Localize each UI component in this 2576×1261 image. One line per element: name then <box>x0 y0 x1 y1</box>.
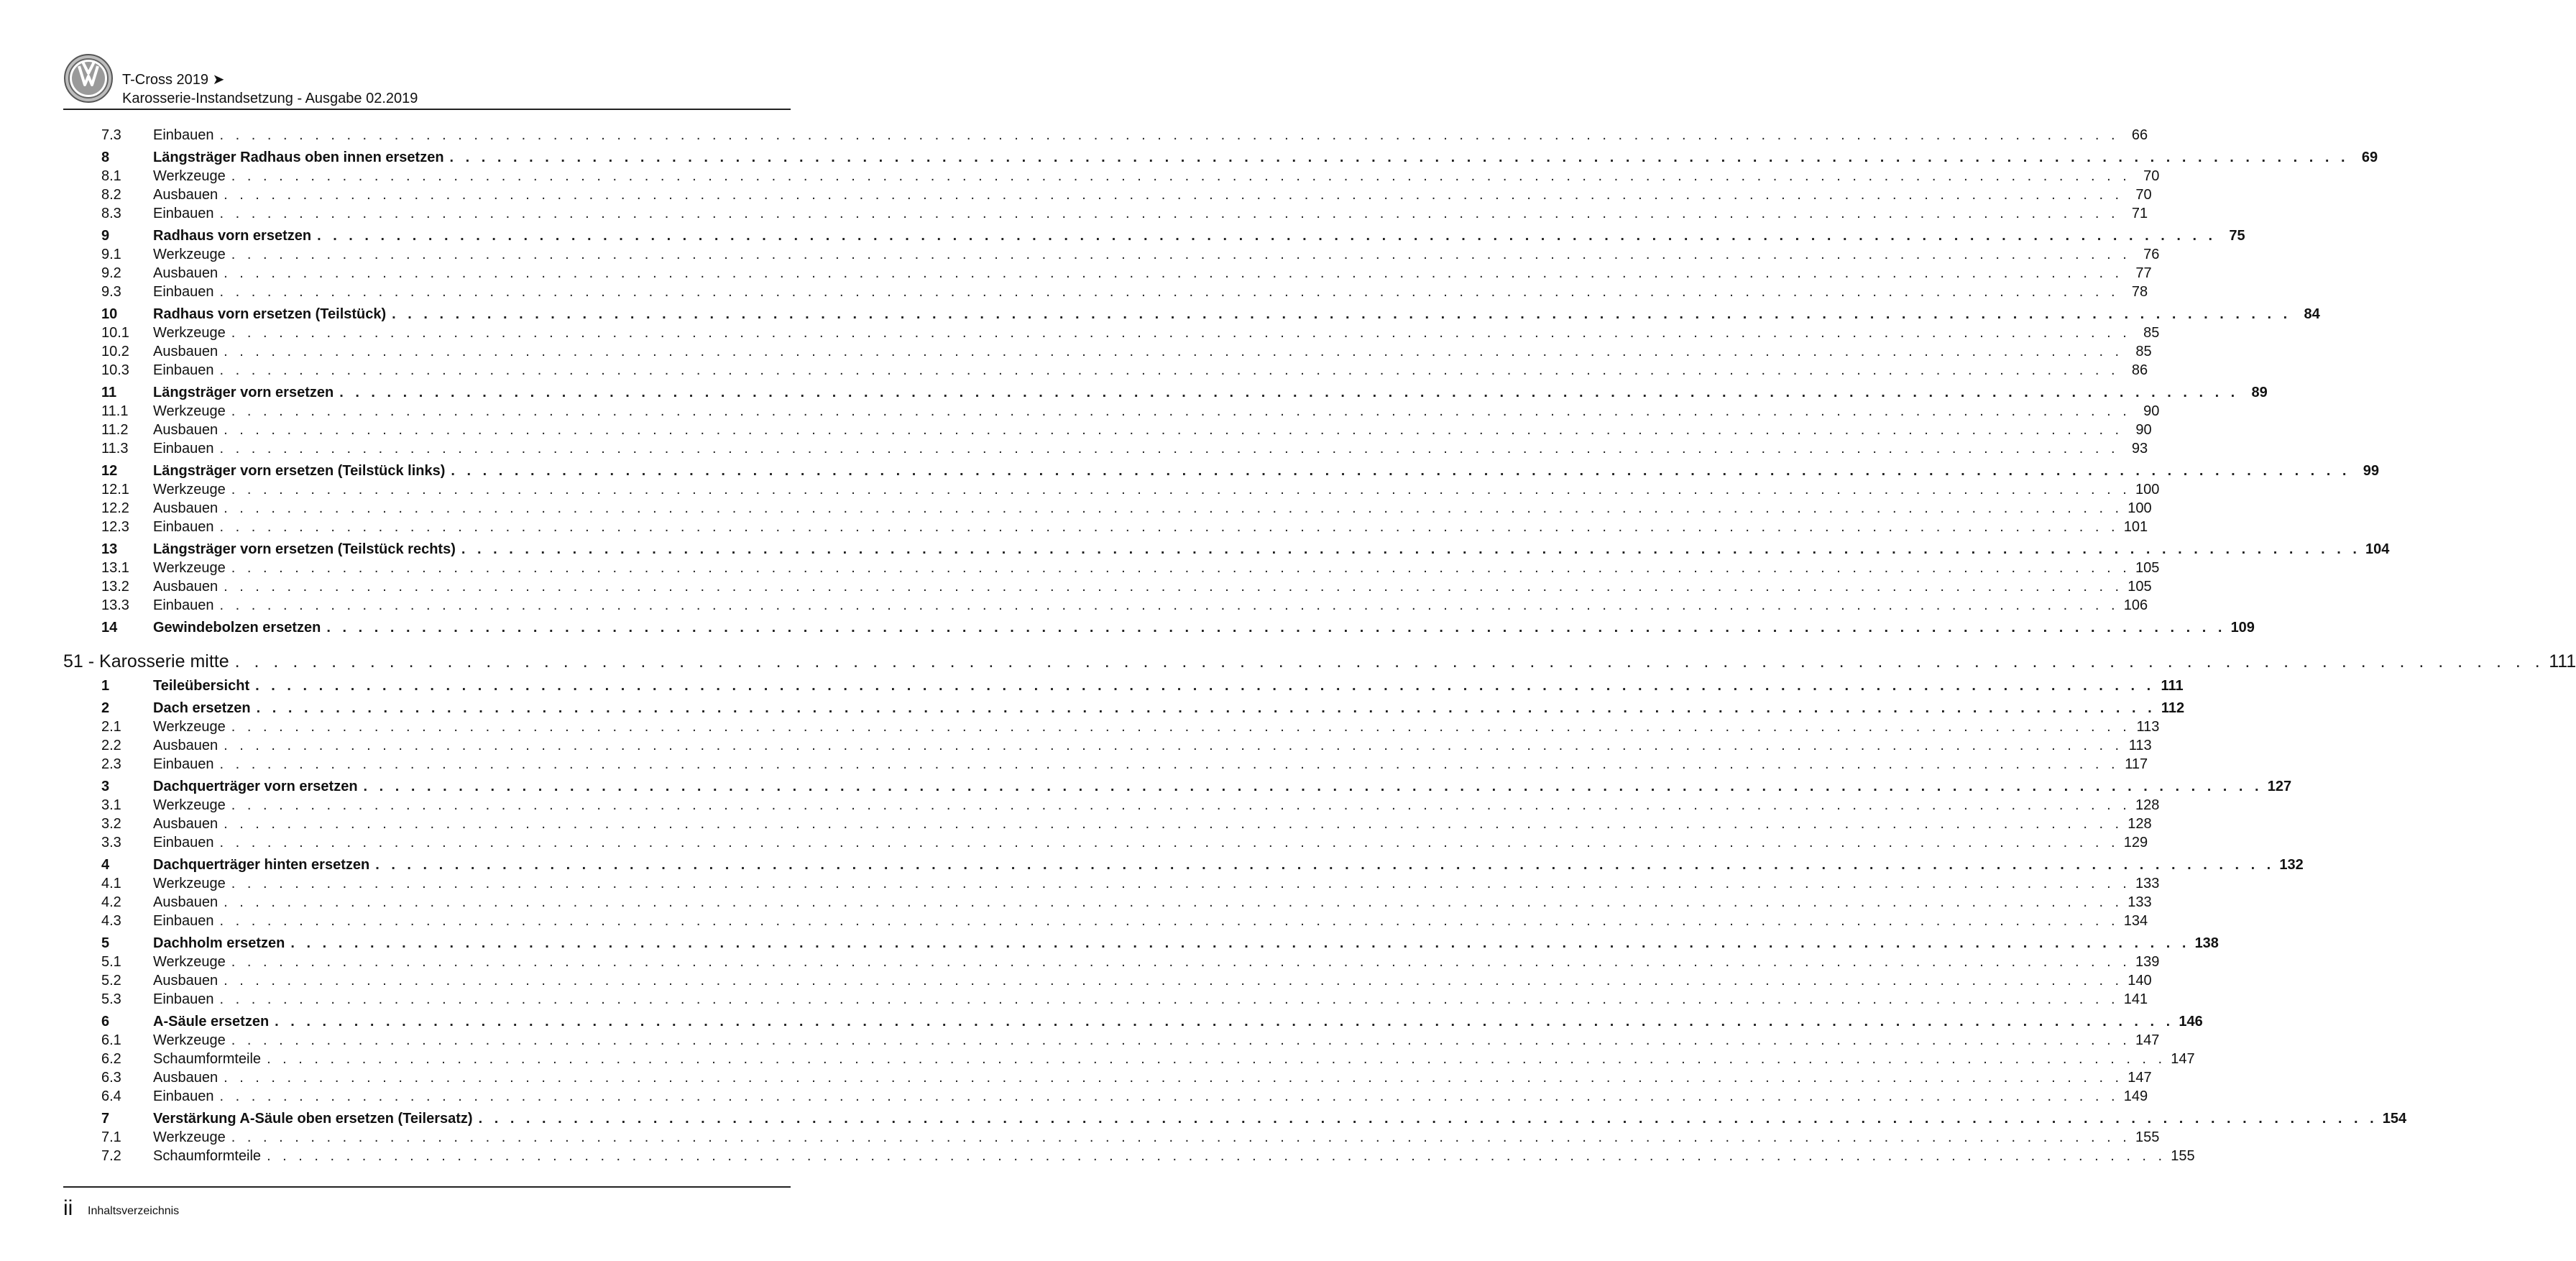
toc-entry-title: Gewindebolzen ersetzen <box>153 620 321 636</box>
toc-entry-title: Ausbauen <box>153 1070 218 1086</box>
toc-entry-page: 69 <box>2361 150 2378 165</box>
toc-entry-number: 5 <box>101 935 110 951</box>
toc-entry-number: 10 <box>101 306 118 322</box>
toc-entry-title: Werkzeuge <box>153 247 226 262</box>
toc-entry-page: 132 <box>2279 857 2304 873</box>
toc-dot-leader: . . . . . . . . . . . . . . . . . . . . . . . . . . . . . . . . . . . . . . . . . . . . . . . . . . . . . . . . . . . . . . . . . . . . . . . . . . . . . . . . . . . . . . . . . . . . . . . . . . . . . . . . . . . . . . . . . . . . . . . . <box>339 385 2239 400</box>
toc-dot-leader: . . . . . . . . . . . . . . . . . . . . . . . . . . . . . . . . . . . . . . . . . . . . . . . . . . . . . . . . . . . . . . . . . . . . . . . . . . . . . . . . . . . . . . . . . . . . . . . . . . . . . . . . . . . . . . . . . . . . . . . . <box>267 1051 2166 1067</box>
footer-rule <box>63 1186 791 1188</box>
toc-entry[interactable] <box>63 934 2219 953</box>
toc-entry[interactable] <box>63 990 2148 1009</box>
toc-entry-title: Werkzeuge <box>153 719 226 735</box>
toc-entry-title: Schaumformteile <box>153 1051 262 1067</box>
toc-entry-title: Längsträger vorn ersetzen (Teilstück links) <box>153 463 446 479</box>
toc-entry-number: 11.2 <box>101 422 129 438</box>
toc-dot-leader: . . . . . . . . . . . . . . . . . . . . . . . . . . . . . . . . . . . . . . . . . . . . . . . . . . . . . . . . . . . . . . . . . . . . . . . . . . . . . . . . . . . . . . . . . . . . . . . . . . . . . . . . . . . . . . . . . . . . . . . . <box>219 284 2120 300</box>
toc-entry-title: Ausbauen <box>153 422 218 438</box>
toc-entry[interactable] <box>63 518 2148 536</box>
toc-entry[interactable] <box>63 833 2148 852</box>
toc-entry-title: Einbauen <box>153 519 214 535</box>
toc-entry-page: 111 <box>2161 678 2184 694</box>
toc-dot-leader: . . . . . . . . . . . . . . . . . . . . . . . . . . . . . . . . . . . . . . . . . . . . . . . . . . . . . . . . . . . . . . . . . . . . . . . . . . . . . . . . . . . . . . . . . . . . . . . . . . . . . . . . . . . . . . . . . . . . . . . . <box>219 597 2120 613</box>
toc-entry-number: 8 <box>101 150 110 165</box>
toc-entry[interactable] <box>63 305 2320 324</box>
vw-logo-icon <box>63 53 114 104</box>
toc-entry-number: 3.1 <box>101 797 121 813</box>
toc-entry-number: 5.3 <box>101 991 121 1007</box>
toc-entry-number: 4.3 <box>101 913 121 929</box>
toc-entry-page: 140 <box>2128 973 2152 989</box>
toc-entry-page: 106 <box>2123 597 2148 613</box>
toc-entry-number: 6.4 <box>101 1088 121 1104</box>
toc-entry[interactable] <box>63 618 2255 637</box>
toc-entry-number: 7.2 <box>101 1148 121 1164</box>
toc-entry-page: 129 <box>2123 835 2148 850</box>
toc-dot-leader: . . . . . . . . . . . . . . . . . . . . . . . . . . . . . . . . . . . . . . . . . . . . . . . . . . . . . . . . . . . . . . . . . . . . . . . . . . . . . . . . . . . . . . . . . . . . . . . . . . . . . . . . . . . . . . . . . . . . . . . . <box>231 1129 2131 1145</box>
toc-entry-page: 109 <box>2230 620 2255 636</box>
toc-entry-title: Längsträger Radhaus oben innen ersetzen <box>153 150 444 165</box>
toc-entry-page: 66 <box>2131 127 2148 143</box>
toc-entry[interactable] <box>63 245 2160 264</box>
toc-dot-leader: . . . . . . . . . . . . . . . . . . . . . . . . . . . . . . . . . . . . . . . . . . . . . . . . . . . . . . . . . . . . . . . . . . . . . . . . . . . . . . . . . . . . . . . . . . . . . . . . . . . . . . . . . . . . . . . . . . . . . . . . <box>231 403 2131 419</box>
toc-entry[interactable] <box>63 361 2148 380</box>
toc-dot-leader: . . . . . . . . . . . . . . . . . . . . . . . . . . . . . . . . . . . . . . . . . . . . . . . . . . . . . . . . . . . . . . . . . . . . . . . . . . . . . . . . . . . . . . . . . . . . . . . . . . . . . . . . . . . . . . . . . . . . . . . . <box>231 560 2131 576</box>
toc-entry-number: 6.2 <box>101 1051 121 1067</box>
toc-entry-page: 90 <box>2143 403 2160 419</box>
toc-entry[interactable] <box>63 540 2390 559</box>
toc-dot-leader: . . . . . . . . . . . . . . . . . . . . . . . . . . . . . . . . . . . . . . . . . . . . . . . . . . . . . . . . . . . . . . . . . . . . . . . . . . . . . . . . . . . . . . . . . . . . . . . . . . . . . . . . . . . . . . . . . . . . . . . . <box>224 187 2123 203</box>
toc-dot-leader: . . . . . . . . . . . . . . . . . . . . . . . . . . . . . . . . . . . . . . . . . . . . . . . . . . . . . . . . . . . . . . . . . . . . . . . . . . . . . . . . . . . . . . . . . . . . . . . . . . . . . . . . . . . . . . . . . . . . . . . . <box>451 463 2350 479</box>
toc-entry-number: 12.3 <box>101 519 129 535</box>
toc-entry[interactable] <box>63 439 2148 458</box>
toc-entry[interactable] <box>63 499 2152 518</box>
toc-entry-title: Ausbauen <box>153 738 218 753</box>
toc-entry[interactable] <box>63 185 2152 204</box>
toc-entry-title: Einbauen <box>153 441 214 457</box>
toc-entry-title: Werkzeuge <box>153 482 226 497</box>
toc-dot-leader: . . . . . . . . . . . . . . . . . . . . . . . . . . . . . . . . . . . . . . . . . . . . . . . . . . . . . . . . . . . . . . . . . . . . . . . . . . . . . . . . . . . . . . . . . . . . . . . . . . . . . . . . . . . . . . . . . . . . . . . . <box>231 876 2131 891</box>
toc-entry-title: Einbauen <box>153 756 214 772</box>
toc-entry[interactable] <box>63 480 2160 499</box>
toc-entry[interactable] <box>63 462 2379 480</box>
toc-entry-title: Ausbauen <box>153 894 218 910</box>
toc-entry[interactable] <box>63 699 2185 717</box>
footer-page-number: ii <box>63 1196 73 1220</box>
toc-entry[interactable] <box>63 755 2148 774</box>
toc-entry[interactable] <box>63 893 2152 912</box>
page-header <box>63 53 791 108</box>
toc-entry-number: 8.2 <box>101 187 121 203</box>
toc-entry-title: A-Säule ersetzen <box>153 1014 270 1030</box>
toc-entry-title: Einbauen <box>153 127 214 143</box>
toc-entry-number: 7.3 <box>101 127 121 143</box>
toc-entry-title: Einbauen <box>153 991 214 1007</box>
toc-entry-page: 75 <box>2229 228 2245 244</box>
toc-entry-page: 99 <box>2363 463 2379 479</box>
toc-dot-leader: . . . . . . . . . . . . . . . . . . . . . . . . . . . . . . . . . . . . . . . . . . . . . . . . . . . . . . . . . . . . . . . . . . . . . . . . . . . . . . . . . . . . . . . . . . . . . . . . . . . . . . . . . . . . . . . . . . . . . . . . <box>326 620 2226 636</box>
toc-entry-page: 133 <box>2135 876 2160 891</box>
toc-entry[interactable] <box>63 912 2148 930</box>
toc-entry-title: Einbauen <box>153 835 214 850</box>
toc-entry-number: 12.1 <box>101 482 129 497</box>
toc-dot-leader: . . . . . . . . . . . . . . . . . . . . . . . . . . . . . . . . . . . . . . . . . . . . . . . . . . . . . . . . . . . . . . . . . . . . . . . . . . . . . . . . . . . . . . . . . . . . . . . . . . . . . . . . . . . . . . . . . . . . . . . . <box>224 422 2123 438</box>
toc-entry-number: 9.2 <box>101 265 121 281</box>
toc-dot-leader: . . . . . . . . . . . . . . . . . . . . . . . . . . . . . . . . . . . . . . . . . . . . . . . . . . . . . . . . . . . . . . . . . . . . . . . . . . . . . . . . . . . . . . . . . . . . . . . . . . . . . . . . . . . . . . . . . . . . . . . . <box>392 306 2291 322</box>
toc-dot-leader: . . . . . . . . . . . . . . . . . . . . . . . . . . . . . . . . . . . . . . . . . . . . . . . . . . . . . . . . . . . . . . . . . . . . . . . . . . . . . . . . . . . . . . . . . . . . . . . . . . . . . . . . . . . . . . . . . . . . . . . . <box>317 228 2217 244</box>
toc-entry-page: 113 <box>2136 719 2160 735</box>
table-of-contents <box>63 126 2576 1165</box>
toc-dot-leader: . . . . . . . . . . . . . . . . . . . . . . . . . . . . . . . . . . . . . . . . . . . . . . . . . . . . . . . . . . . . . . . . . . . . . . . . . . . . . . . . . . . . . . . . . . . . . . . . . . . . . . . . . . . . . . . . . . . . . . . . <box>219 835 2120 850</box>
toc-entry[interactable] <box>63 559 2160 577</box>
toc-entry-page: 76 <box>2143 247 2160 262</box>
toc-entry-number: 13.2 <box>101 579 129 595</box>
footer-label: Inhaltsverzeichnis <box>88 1205 180 1217</box>
toc-dot-leader: . . . . . . . . . . . . . . . . . . . . . . . . . . . . . . . . . . . . . . . . . . . . . . . . . . . . . . . . . . . . . . . . . . . . . . . . . . . . . . . . . . . . . . . . . . . . . . . . . . . . . . . . . . . . . . . . . . . . . . . . <box>219 991 2120 1007</box>
toc-entry-number: 9.3 <box>101 284 121 300</box>
toc-entry[interactable] <box>63 148 2378 167</box>
header-rule <box>63 109 791 110</box>
toc-entry-page: 90 <box>2135 422 2152 438</box>
toc-entry-number: 3.3 <box>101 835 121 850</box>
toc-entry-page: 112 <box>2161 700 2185 716</box>
toc-entry[interactable] <box>63 226 2245 245</box>
toc-entry[interactable] <box>63 204 2148 223</box>
toc-entry[interactable] <box>63 1128 2160 1147</box>
toc-entry-title: Einbauen <box>153 913 214 929</box>
toc-entry[interactable] <box>63 736 2152 755</box>
toc-entry-page: 154 <box>2382 1111 2407 1127</box>
toc-entry[interactable] <box>63 383 2268 402</box>
toc-entry-page: 70 <box>2143 168 2160 184</box>
toc-entry-page: 100 <box>2135 482 2160 497</box>
toc-entry-title: Verstärkung A-Säule oben ersetzen (Teilersatz) <box>153 1111 473 1127</box>
toc-entry-page: 117 <box>2125 756 2148 772</box>
toc-entry-page: 84 <box>2304 306 2320 322</box>
header-title: Karosserie-Instandsetzung - Ausgabe 02.2019 <box>122 91 418 106</box>
toc-entry[interactable] <box>63 1031 2160 1050</box>
toc-entry-title: Einbauen <box>153 206 214 221</box>
toc-dot-leader: . . . . . . . . . . . . . . . . . . . . . . . . . . . . . . . . . . . . . . . . . . . . . . . . . . . . . . . . . . . . . . . . . . . . . . . . . . . . . . . . . . . . . . . . . . . . . . . . . . . . . . . . . . . . . . . . . . . . . . . . <box>275 1014 2174 1030</box>
toc-dot-leader: . . . . . . . . . . . . . . . . . . . . . . . . . . . . . . . . . . . . . . . . . . . . . . . . . . . . . . . . . . . . . . . . . . . . . . . . . . . . . . . . . . . . . . . . . . . . . . . . . . . . . . . . . . . . . . . . . . . . . . . . <box>290 935 2190 951</box>
toc-entry-number: 3.2 <box>101 816 121 832</box>
toc-dot-leader: . . . . . . . . . . . . . . . . . . . . . . . . . . . . . . . . . . . . . . . . . . . . . . . . . . . . . . . . . . . . . . . . . . . . . . . . . . . . . . . . . . . . . . . . . . . . . . . . . . . . . . . . . . . . . . . . . . . . . . . . <box>255 678 2155 694</box>
toc-entry-page: 85 <box>2135 344 2152 359</box>
toc-entry-page: 70 <box>2135 187 2152 203</box>
toc-entry[interactable] <box>63 596 2148 615</box>
toc-entry-number: 6.3 <box>101 1070 121 1086</box>
toc-entry-page: 147 <box>2171 1051 2195 1067</box>
toc-entry-title: Radhaus vorn ersetzen <box>153 228 312 244</box>
toc-entry[interactable] <box>63 1012 2203 1031</box>
toc-dot-leader: . . . . . . . . . . . . . . . . . . . . . . . . . . . . . . . . . . . . . . . . . . . . . . . . . . . . . . . . . . . . . . . . . . . . . . . . . . . . . . . . . . . . . . . . . . . . . . . . . . . . . . . . . . . . . . . . . . . . . . . . <box>219 362 2120 378</box>
toc-dot-leader: . . . . . . . . . . . . . . . . . . . . . . . . . . . . . . . . . . . . . . . . . . . . . . . . . . . . . . . . . . . . . . . . . . . . . . . . . . . . . . . . . . . . . . . . . . . . . . . . . . . . . . . . . . . . . . . . . . . . . . . . <box>256 700 2156 716</box>
toc-dot-leader: . . . . . . . . . . . . . . . . . . . . . . . . . . . . . . . . . . . . . . . . . . . . . . . . . . . . . . . . . . . . . . . . . . . . . . . . . . . . . . . . . . . . . . . . . . . . . . . . . . . . . . . . . . . . . . . . . . . . . . . . <box>219 206 2120 221</box>
toc-entry-title: Dachquerträger vorn ersetzen <box>153 779 358 794</box>
toc-entry[interactable] <box>63 717 2160 736</box>
toc-entry[interactable] <box>63 874 2160 893</box>
toc-dot-leader: . . . . . . . . . . . . . . . . . . . . . . . . . . . . . . . . . . . . . . . . . . . . . . . . . . . . . . . . . . . . . . . . . . . . . . . . . . . . . . . . . . . . . . . . . . . . . . . . . . . . . . . . . . . . . . . . . . . . . . . . <box>219 441 2120 457</box>
toc-entry-page: 147 <box>2135 1032 2160 1048</box>
toc-entry-title: Einbauen <box>153 1088 214 1104</box>
toc-entry-number: 5.1 <box>101 954 121 970</box>
toc-dot-leader: . . . . . . . . . . . . . . . . . . . . . . . . . . . . . . . . . . . . . . . . . . . . . . . . . . . . . . . . . . . . . . . . . . . . . . . . . . . . . . . . . . . . . . . . . . . . . . . . . . . . . . . . . . . . . . . . . . . . . . . . <box>219 756 2120 772</box>
toc-entry-title: Werkzeuge <box>153 168 226 184</box>
toc-entry-number: 2.2 <box>101 738 121 753</box>
toc-entry-page: 101 <box>2123 519 2148 535</box>
toc-entry-number: 2 <box>101 700 110 716</box>
toc-entry-number: 6 <box>101 1014 110 1030</box>
toc-entry-number: 4.1 <box>101 876 121 891</box>
toc-entry-page: 141 <box>2123 991 2148 1007</box>
toc-dot-leader: . . . . . . . . . . . . . . . . . . . . . . . . . . . . . . . . . . . . . . . . . . . . . . . . . . . . . . . . . . . . . . . . . . . . . . . . . . . . . . . . . . . . . . . . . . . . . . . . . . . . . . . . . . . . . . . . . . . . . . . . <box>234 651 2545 671</box>
toc-dot-leader: . . . . . . . . . . . . . . . . . . . . . . . . . . . . . . . . . . . . . . . . . . . . . . . . . . . . . . . . . . . . . . . . . . . . . . . . . . . . . . . . . . . . . . . . . . . . . . . . . . . . . . . . . . . . . . . . . . . . . . . . <box>231 247 2131 262</box>
toc-entry-title: Werkzeuge <box>153 1032 226 1048</box>
toc-entry-title: Ausbauen <box>153 973 218 989</box>
toc-entry-page: 128 <box>2135 797 2160 813</box>
toc-entry[interactable] <box>63 777 2292 796</box>
toc-entry-page: 85 <box>2143 325 2160 341</box>
toc-entry[interactable] <box>63 167 2160 185</box>
toc-entry-title: Einbauen <box>153 362 214 378</box>
toc-entry-page: 128 <box>2128 816 2152 832</box>
toc-entry-page: 113 <box>2128 738 2152 753</box>
toc-entry-page: 104 <box>2365 541 2390 557</box>
toc-entry-number: 4 <box>101 857 110 873</box>
toc-entry-page: 149 <box>2123 1088 2148 1104</box>
toc-entry-number: 13 <box>101 541 118 557</box>
toc-dot-leader: . . . . . . . . . . . . . . . . . . . . . . . . . . . . . . . . . . . . . . . . . . . . . . . . . . . . . . . . . . . . . . . . . . . . . . . . . . . . . . . . . . . . . . . . . . . . . . . . . . . . . . . . . . . . . . . . . . . . . . . . <box>219 127 2120 143</box>
toc-entry-number: 10.1 <box>101 325 129 341</box>
toc-entry-title: Werkzeuge <box>153 954 226 970</box>
toc-entry[interactable] <box>63 342 2152 361</box>
toc-entry-title: Schaumformteile <box>153 1148 262 1164</box>
toc-entry-page: 111 <box>2549 651 2576 671</box>
toc-entry-number: 11.1 <box>101 403 129 419</box>
toc-entry-title: Radhaus vorn ersetzen (Teilstück) <box>153 306 387 322</box>
toc-entry[interactable] <box>63 796 2160 815</box>
toc-entry-title: Werkzeuge <box>153 797 226 813</box>
toc-entry-title: Ausbauen <box>153 500 218 516</box>
toc-entry-title: 51 - Karosserie mitte <box>63 651 229 671</box>
toc-dot-leader: . . . . . . . . . . . . . . . . . . . . . . . . . . . . . . . . . . . . . . . . . . . . . . . . . . . . . . . . . . . . . . . . . . . . . . . . . . . . . . . . . . . . . . . . . . . . . . . . . . . . . . . . . . . . . . . . . . . . . . . . <box>219 1088 2120 1104</box>
toc-dot-leader: . . . . . . . . . . . . . . . . . . . . . . . . . . . . . . . . . . . . . . . . . . . . . . . . . . . . . . . . . . . . . . . . . . . . . . . . . . . . . . . . . . . . . . . . . . . . . . . . . . . . . . . . . . . . . . . . . . . . . . . . <box>224 816 2123 832</box>
toc-entry-title: Ausbauen <box>153 816 218 832</box>
toc-entry[interactable] <box>63 421 2152 439</box>
toc-entry-page: 147 <box>2128 1070 2152 1086</box>
toc-entry-page: 86 <box>2131 362 2148 378</box>
toc-entry-title: Dach ersetzen <box>153 700 251 716</box>
toc-entry-page: 133 <box>2128 894 2152 910</box>
toc-entry-number: 7.1 <box>101 1129 121 1145</box>
toc-entry-number: 2.1 <box>101 719 121 735</box>
toc-entry[interactable] <box>63 815 2152 833</box>
toc-entry-number: 1 <box>101 678 110 694</box>
toc-dot-leader: . . . . . . . . . . . . . . . . . . . . . . . . . . . . . . . . . . . . . . . . . . . . . . . . . . . . . . . . . . . . . . . . . . . . . . . . . . . . . . . . . . . . . . . . . . . . . . . . . . . . . . . . . . . . . . . . . . . . . . . . <box>375 857 2275 873</box>
toc-entry-page: 89 <box>2251 385 2268 400</box>
toc-entry[interactable] <box>63 1050 2195 1068</box>
toc-dot-leader: . . . . . . . . . . . . . . . . . . . . . . . . . . . . . . . . . . . . . . . . . . . . . . . . . . . . . . . . . . . . . . . . . . . . . . . . . . . . . . . . . . . . . . . . . . . . . . . . . . . . . . . . . . . . . . . . . . . . . . . . <box>461 541 2361 557</box>
toc-entry-title: Werkzeuge <box>153 876 226 891</box>
toc-dot-leader: . . . . . . . . . . . . . . . . . . . . . . . . . . . . . . . . . . . . . . . . . . . . . . . . . . . . . . . . . . . . . . . . . . . . . . . . . . . . . . . . . . . . . . . . . . . . . . . . . . . . . . . . . . . . . . . . . . . . . . . . <box>231 954 2131 970</box>
toc-entry-page: 155 <box>2135 1129 2160 1145</box>
toc-chapter-entry[interactable] <box>63 650 2576 673</box>
toc-dot-leader: . . . . . . . . . . . . . . . . . . . . . . . . . . . . . . . . . . . . . . . . . . . . . . . . . . . . . . . . . . . . . . . . . . . . . . . . . . . . . . . . . . . . . . . . . . . . . . . . . . . . . . . . . . . . . . . . . . . . . . . . <box>478 1111 2378 1127</box>
toc-entry-number: 6.1 <box>101 1032 121 1048</box>
toc-dot-leader: . . . . . . . . . . . . . . . . . . . . . . . . . . . . . . . . . . . . . . . . . . . . . . . . . . . . . . . . . . . . . . . . . . . . . . . . . . . . . . . . . . . . . . . . . . . . . . . . . . . . . . . . . . . . . . . . . . . . . . . . <box>231 168 2131 184</box>
toc-entry[interactable] <box>63 126 2148 145</box>
toc-dot-leader: . . . . . . . . . . . . . . . . . . . . . . . . . . . . . . . . . . . . . . . . . . . . . . . . . . . . . . . . . . . . . . . . . . . . . . . . . . . . . . . . . . . . . . . . . . . . . . . . . . . . . . . . . . . . . . . . . . . . . . . . <box>224 500 2123 516</box>
toc-entry-title: Dachholm ersetzen <box>153 935 285 951</box>
toc-entry[interactable] <box>63 971 2152 990</box>
toc-dot-leader: . . . . . . . . . . . . . . . . . . . . . . . . . . . . . . . . . . . . . . . . . . . . . . . . . . . . . . . . . . . . . . . . . . . . . . . . . . . . . . . . . . . . . . . . . . . . . . . . . . . . . . . . . . . . . . . . . . . . . . . . <box>219 519 2120 535</box>
toc-entry-title: Werkzeuge <box>153 325 226 341</box>
toc-entry[interactable] <box>63 324 2160 342</box>
toc-dot-leader: . . . . . . . . . . . . . . . . . . . . . . . . . . . . . . . . . . . . . . . . . . . . . . . . . . . . . . . . . . . . . . . . . . . . . . . . . . . . . . . . . . . . . . . . . . . . . . . . . . . . . . . . . . . . . . . . . . . . . . . . <box>224 1070 2123 1086</box>
toc-entry-number: 13.1 <box>101 560 129 576</box>
toc-entry[interactable] <box>63 856 2304 874</box>
toc-entry-number: 8.3 <box>101 206 121 221</box>
toc-entry[interactable] <box>63 1109 2407 1128</box>
toc-entry-title: Ausbauen <box>153 187 218 203</box>
toc-entry[interactable] <box>63 953 2160 971</box>
toc-dot-leader: . . . . . . . . . . . . . . . . . . . . . . . . . . . . . . . . . . . . . . . . . . . . . . . . . . . . . . . . . . . . . . . . . . . . . . . . . . . . . . . . . . . . . . . . . . . . . . . . . . . . . . . . . . . . . . . . . . . . . . . . <box>224 344 2123 359</box>
toc-dot-leader: . . . . . . . . . . . . . . . . . . . . . . . . . . . . . . . . . . . . . . . . . . . . . . . . . . . . . . . . . . . . . . . . . . . . . . . . . . . . . . . . . . . . . . . . . . . . . . . . . . . . . . . . . . . . . . . . . . . . . . . . <box>231 719 2131 735</box>
toc-entry-page: 100 <box>2128 500 2152 516</box>
toc-entry-page: 77 <box>2135 265 2152 281</box>
toc-entry-title: Längsträger vorn ersetzen (Teilstück rechts) <box>153 541 456 557</box>
toc-entry[interactable] <box>63 1147 2195 1165</box>
toc-entry[interactable] <box>63 264 2152 283</box>
toc-entry[interactable] <box>63 402 2160 421</box>
toc-entry-title: Werkzeuge <box>153 1129 226 1145</box>
toc-entry[interactable] <box>63 283 2148 301</box>
toc-dot-leader: . . . . . . . . . . . . . . . . . . . . . . . . . . . . . . . . . . . . . . . . . . . . . . . . . . . . . . . . . . . . . . . . . . . . . . . . . . . . . . . . . . . . . . . . . . . . . . . . . . . . . . . . . . . . . . . . . . . . . . . . <box>224 265 2123 281</box>
toc-entry-title: Dachquerträger hinten ersetzen <box>153 857 370 873</box>
toc-dot-leader: . . . . . . . . . . . . . . . . . . . . . . . . . . . . . . . . . . . . . . . . . . . . . . . . . . . . . . . . . . . . . . . . . . . . . . . . . . . . . . . . . . . . . . . . . . . . . . . . . . . . . . . . . . . . . . . . . . . . . . . . <box>231 797 2131 813</box>
toc-dot-leader: . . . . . . . . . . . . . . . . . . . . . . . . . . . . . . . . . . . . . . . . . . . . . . . . . . . . . . . . . . . . . . . . . . . . . . . . . . . . . . . . . . . . . . . . . . . . . . . . . . . . . . . . . . . . . . . . . . . . . . . . <box>219 913 2120 929</box>
toc-entry-page: 105 <box>2135 560 2160 576</box>
toc-entry-page: 127 <box>2267 779 2292 794</box>
toc-dot-leader: . . . . . . . . . . . . . . . . . . . . . . . . . . . . . . . . . . . . . . . . . . . . . . . . . . . . . . . . . . . . . . . . . . . . . . . . . . . . . . . . . . . . . . . . . . . . . . . . . . . . . . . . . . . . . . . . . . . . . . . . <box>231 1032 2131 1048</box>
toc-entry-title: Ausbauen <box>153 265 218 281</box>
toc-entry-number: 7 <box>101 1111 110 1127</box>
toc-entry-page: 134 <box>2123 913 2148 929</box>
toc-entry-number: 9.1 <box>101 247 121 262</box>
toc-entry-title: Werkzeuge <box>153 403 226 419</box>
toc-entry-number: 5.2 <box>101 973 121 989</box>
toc-entry-title: Einbauen <box>153 597 214 613</box>
toc-dot-leader: . . . . . . . . . . . . . . . . . . . . . . . . . . . . . . . . . . . . . . . . . . . . . . . . . . . . . . . . . . . . . . . . . . . . . . . . . . . . . . . . . . . . . . . . . . . . . . . . . . . . . . . . . . . . . . . . . . . . . . . . <box>231 482 2131 497</box>
toc-entry-number: 10.3 <box>101 362 129 378</box>
toc-entry-title: Teileübersicht <box>153 678 250 694</box>
toc-entry-number: 3 <box>101 779 110 794</box>
toc-entry-title: Ausbauen <box>153 579 218 595</box>
toc-entry-page: 93 <box>2131 441 2148 457</box>
toc-dot-leader: . . . . . . . . . . . . . . . . . . . . . . . . . . . . . . . . . . . . . . . . . . . . . . . . . . . . . . . . . . . . . . . . . . . . . . . . . . . . . . . . . . . . . . . . . . . . . . . . . . . . . . . . . . . . . . . . . . . . . . . . <box>224 973 2123 989</box>
toc-entry-number: 2.3 <box>101 756 121 772</box>
toc-dot-leader: . . . . . . . . . . . . . . . . . . . . . . . . . . . . . . . . . . . . . . . . . . . . . . . . . . . . . . . . . . . . . . . . . . . . . . . . . . . . . . . . . . . . . . . . . . . . . . . . . . . . . . . . . . . . . . . . . . . . . . . . <box>363 779 2263 794</box>
header-model: T-Cross 2019 ➤ <box>122 72 225 88</box>
toc-entry[interactable] <box>63 1068 2152 1087</box>
toc-entry-page: 71 <box>2131 206 2148 221</box>
toc-entry-page: 138 <box>2194 935 2219 951</box>
toc-entry-page: 146 <box>2179 1014 2203 1030</box>
toc-entry-number: 14 <box>101 620 118 636</box>
toc-dot-leader: . . . . . . . . . . . . . . . . . . . . . . . . . . . . . . . . . . . . . . . . . . . . . . . . . . . . . . . . . . . . . . . . . . . . . . . . . . . . . . . . . . . . . . . . . . . . . . . . . . . . . . . . . . . . . . . . . . . . . . . . <box>449 150 2350 165</box>
toc-entry-number: 11.3 <box>101 441 129 457</box>
toc-dot-leader: . . . . . . . . . . . . . . . . . . . . . . . . . . . . . . . . . . . . . . . . . . . . . . . . . . . . . . . . . . . . . . . . . . . . . . . . . . . . . . . . . . . . . . . . . . . . . . . . . . . . . . . . . . . . . . . . . . . . . . . . <box>224 738 2123 753</box>
toc-entry-page: 105 <box>2128 579 2152 595</box>
toc-dot-leader: . . . . . . . . . . . . . . . . . . . . . . . . . . . . . . . . . . . . . . . . . . . . . . . . . . . . . . . . . . . . . . . . . . . . . . . . . . . . . . . . . . . . . . . . . . . . . . . . . . . . . . . . . . . . . . . . . . . . . . . . <box>224 579 2123 595</box>
toc-entry[interactable] <box>63 1087 2148 1106</box>
toc-entry-number: 12.2 <box>101 500 129 516</box>
toc-entry-number: 9 <box>101 228 110 244</box>
toc-entry-page: 139 <box>2135 954 2160 970</box>
toc-entry-number: 4.2 <box>101 894 121 910</box>
toc-entry-title: Längsträger vorn ersetzen <box>153 385 334 400</box>
toc-entry-page: 78 <box>2131 284 2148 300</box>
toc-dot-leader: . . . . . . . . . . . . . . . . . . . . . . . . . . . . . . . . . . . . . . . . . . . . . . . . . . . . . . . . . . . . . . . . . . . . . . . . . . . . . . . . . . . . . . . . . . . . . . . . . . . . . . . . . . . . . . . . . . . . . . . . <box>224 894 2123 910</box>
toc-entry[interactable] <box>63 577 2152 596</box>
toc-entry-title: Einbauen <box>153 284 214 300</box>
toc-entry-number: 12 <box>101 463 118 479</box>
toc-entry-number: 11 <box>101 385 117 400</box>
toc-dot-leader: . . . . . . . . . . . . . . . . . . . . . . . . . . . . . . . . . . . . . . . . . . . . . . . . . . . . . . . . . . . . . . . . . . . . . . . . . . . . . . . . . . . . . . . . . . . . . . . . . . . . . . . . . . . . . . . . . . . . . . . . <box>231 325 2131 341</box>
toc-entry-number: 13.3 <box>101 597 129 613</box>
toc-dot-leader: . . . . . . . . . . . . . . . . . . . . . . . . . . . . . . . . . . . . . . . . . . . . . . . . . . . . . . . . . . . . . . . . . . . . . . . . . . . . . . . . . . . . . . . . . . . . . . . . . . . . . . . . . . . . . . . . . . . . . . . . <box>267 1148 2166 1164</box>
toc-entry-title: Ausbauen <box>153 344 218 359</box>
toc-entry-number: 8.1 <box>101 168 121 184</box>
toc-entry-page: 155 <box>2171 1148 2195 1164</box>
toc-entry[interactable] <box>63 677 2184 695</box>
toc-entry-title: Werkzeuge <box>153 560 226 576</box>
toc-entry-number: 10.2 <box>101 344 129 359</box>
